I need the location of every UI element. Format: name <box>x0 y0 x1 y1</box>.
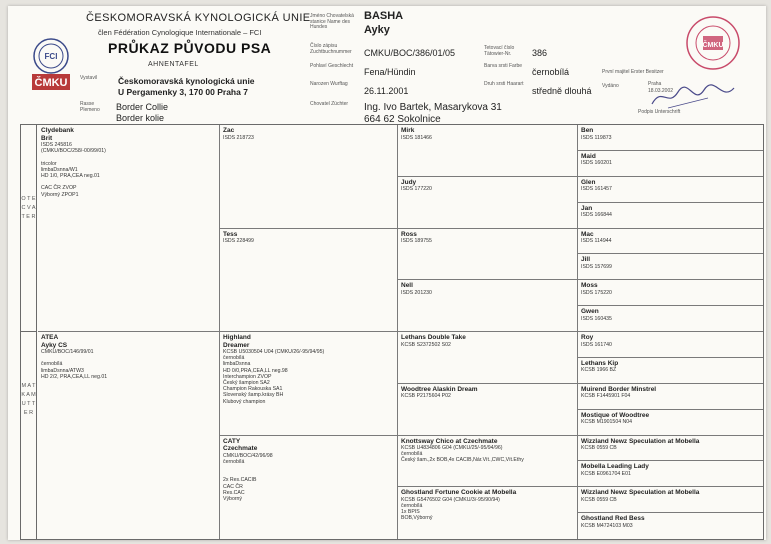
breed: Border Collie <box>116 102 169 112</box>
ancestor-details: ISDS 218723 <box>223 134 254 141</box>
issued-date: 18.03.2002 <box>648 88 674 94</box>
ancestor-details: ISDS 160201 <box>581 160 612 167</box>
ancestor-details: ISDS 181466 <box>401 134 432 141</box>
issued-label: Vydáno <box>602 83 619 89</box>
kennel-name: BASHA <box>364 10 404 22</box>
ancestor-details: KCSB 0559 CB <box>581 445 617 451</box>
ancestor-cell <box>578 513 763 539</box>
ancestor-name: Judy <box>401 178 417 186</box>
ancestor-details: CMKU/BOC/146/99/01 černobílá limbaDsnna/ATW3 HD 2/2, PRA,CEA,LL neg.01 <box>41 349 108 380</box>
ancestor-details: KCSB S2372502 S02 <box>401 341 451 348</box>
name-label: Jméno Chovatelská stanice Name des Hundes <box>310 13 354 30</box>
ancestor-name: Clydebank <box>41 127 74 134</box>
ancestor-cell <box>398 177 578 229</box>
ancestor-name: Glen <box>581 178 596 186</box>
ancestor-cell <box>578 410 763 436</box>
ancestor-name: Ghostland Red Bess <box>581 515 645 523</box>
ancestor-name: Mobella Leading Lady <box>581 463 649 471</box>
ancestor-details: KCSB F1445901 F04 <box>581 393 631 400</box>
ancestor-name: Muirend Border Minstrel <box>581 385 657 393</box>
ancestor-cell <box>578 203 763 229</box>
reg-label: Číslo zápisu Zuchtbuchnummer <box>310 43 352 55</box>
dob: 26.11.2001 <box>364 86 409 96</box>
ancestor-cell <box>398 332 578 384</box>
ancestor-name: Jan <box>581 204 593 212</box>
ancestor-name: Highland <box>223 334 251 341</box>
ancestor-cell <box>578 436 763 462</box>
color-label: Barva srsti Farbe <box>484 63 523 69</box>
ancestor-details: ISDS 161740 <box>581 341 612 348</box>
ancestor-name-line2: Dreamer <box>223 341 250 349</box>
ancestor-name: Maid <box>581 152 596 160</box>
ancestor-details: ISDS 245816 (CMKU/BOC/258/-00/99/01) tricolor limbaDsnna/W1 HD 1/0, PRA,CEA neg.01 CAC ČR ZVOP Výborný ZPOP1 <box>41 142 106 198</box>
issuer: Českomoravská kynologická unie <box>118 76 255 86</box>
ancestor-name: Mostique of Woodtree <box>581 411 650 419</box>
ancestor-name: Lethans Double Take <box>401 334 466 341</box>
sex-label: Pohlaví Geschlecht <box>310 63 354 69</box>
ancestor-cell <box>578 151 763 177</box>
ancestor-details: KCSB M1901504 N04 <box>581 419 633 426</box>
ancestor-details: CMKU/BOC/42/96/98 černobílá 2x Res.CACIB CAC ČR Res.CAC Výborný <box>223 452 273 502</box>
ancestor-cell <box>398 436 578 488</box>
ancestor-cell <box>398 125 578 177</box>
ancestor-name: Woodtree Alaskin Dream <box>401 385 478 393</box>
ancestor-details: ISDS 114944 <box>581 238 612 244</box>
ancestor-cell <box>578 461 763 487</box>
ancestor-details: KCSB G5476502 G04 (CMKU/3/-95/90/94) černobílá 1x BPIS BOB,Výborný <box>401 496 500 522</box>
ancestor-cell <box>38 125 220 332</box>
issuer-address: U Pergamenky 3, 170 00 Praha 7 <box>118 87 248 97</box>
ancestor-details: KCSB P2175604 P02 <box>401 393 451 400</box>
color: černobílá <box>532 67 570 77</box>
ancestor-name: Roy <box>581 334 594 341</box>
ancestor-details: KCSB U5030504 U04 (CMKU/26/-95/94/95) černobílá limbaDsnna HD 0/0,PRA,CEA,LL neg.98 Interchampion ZVOP Český šampion SA2 Champion Rakouska SA1 Slovenský šamp.krásy BH Klubový champion <box>223 349 325 405</box>
ancestor-details: ISDS 160435 <box>581 315 612 322</box>
ancestor-cell <box>220 229 398 333</box>
coat: středně dlouhá <box>532 86 592 96</box>
org-name: ČESKOMORAVSKÁ KYNOLOGICKÁ UNIE <box>86 12 311 24</box>
ancestor-details: KCSB E0961704 E01 <box>581 470 631 477</box>
dog-name: Ayky <box>364 24 390 36</box>
ancestor-name: Gwen <box>581 308 599 316</box>
mother-side-label: M A T K A M U T T E R <box>21 332 37 539</box>
ancestor-details: ISDS 166844 <box>581 212 612 219</box>
coat-label: Druh srsti Haarart <box>484 81 524 87</box>
ancestor-cell <box>578 280 763 306</box>
ancestor-details: ISDS 175220 <box>581 289 612 296</box>
ancestor-details: ISDS 228499 <box>223 238 254 244</box>
breed-cz: Border kolie <box>116 113 165 123</box>
ancestor-cell <box>220 332 398 436</box>
ancestor-name: Ben <box>581 127 594 134</box>
ancestor-name: Nell <box>401 282 413 290</box>
ancestor-details: ISDS 201230 <box>401 289 432 296</box>
ancestor-cell <box>578 229 763 255</box>
ancestor-cell <box>220 436 398 540</box>
owner-label: První majitel Erster Besitzer <box>602 69 664 75</box>
ancestor-cell <box>398 384 578 436</box>
ancestor-cell <box>398 280 578 332</box>
ancestor-cell <box>578 125 763 151</box>
breeder-city: 664 62 Sokolnice <box>364 114 441 125</box>
ancestor-cell <box>398 487 578 539</box>
ancestor-name: Ross <box>401 230 417 238</box>
ancestor-name: Knottsway Chico at Czechmate <box>401 437 498 445</box>
ancestor-name: Mirk <box>401 127 415 134</box>
ancestor-details: ISDS 189755 <box>401 238 432 244</box>
breeder-label: Chovatel Züchter <box>310 101 349 107</box>
ancestor-cell <box>578 306 763 332</box>
ancestor-details: KCSB 1966 BZ <box>581 367 617 374</box>
ancestor-name: CATY <box>223 437 241 445</box>
ancestor-cell <box>578 487 763 513</box>
breeder: Ing. Ivo Bartek, Masarykova 31 <box>364 102 502 113</box>
ancestor-cell <box>578 358 763 384</box>
ancestor-name-line2: Czechmate <box>223 445 258 452</box>
ancestor-name: Ghostland Fortune Cookie at Mobella <box>401 489 517 497</box>
ancestor-details: KCSB 0559 CB <box>581 496 617 503</box>
ancestor-name: Jill <box>581 256 591 264</box>
ancestor-name: Zac <box>223 127 235 134</box>
svg-text:ČMKU: ČMKU <box>34 77 68 89</box>
signature-icon <box>648 80 738 112</box>
ancestor-cell <box>578 384 763 410</box>
ancestor-name: ATEA <box>41 334 59 341</box>
document-subtitle: AHNENTAFEL <box>148 61 199 68</box>
fci-logo-icon <box>28 36 74 94</box>
ancestor-details: ISDS 177220 <box>401 186 432 193</box>
ancestor-cell <box>38 332 220 539</box>
reg-number: CMKU/BOC/386/01/05 <box>364 48 456 58</box>
ancestor-cell <box>578 332 763 358</box>
breed-label: Rasse Plemeno <box>80 101 100 113</box>
ancestor-name: Wizzland Newz Speculation at Mobella <box>581 437 700 445</box>
ancestor-cell <box>220 125 398 229</box>
pedigree-grid <box>20 124 764 540</box>
ancestor-details: KCSB M4724103 M03 <box>581 522 633 529</box>
ancestor-details: ISDS 157699 <box>581 263 612 270</box>
document-title: PRŮKAZ PŮVODU PSA <box>108 40 272 56</box>
svg-text:FCI: FCI <box>44 52 58 61</box>
ancestor-cell <box>398 229 578 281</box>
ancestor-details: KCSB U4834806 G04 (CMKU/25/-95/94/96) černobílá Český šam.,2x BOB,4x CACIB,Nár.Vít.,CWC,Vít.Ethy <box>401 445 524 464</box>
ancestor-cell <box>578 177 763 203</box>
ancestor-name: Lethans Kip <box>581 359 619 367</box>
issuer-label: Vystavil <box>80 75 98 81</box>
father-side-label: O T E C V A T E R <box>21 125 37 332</box>
ancestor-name: Mac <box>581 230 594 238</box>
dob-label: Narozen Wurftag <box>310 81 348 87</box>
stamp-icon <box>684 14 742 72</box>
ancestor-name: Moss <box>581 282 598 290</box>
pedigree-sheet <box>8 6 766 540</box>
svg-text:ČMKU: ČMKU <box>702 42 724 49</box>
tattoo: 386 <box>532 48 548 58</box>
ancestor-cell <box>578 254 763 280</box>
tattoo-label: Tetovací číslo Tätowier-Nr. <box>484 45 515 57</box>
issued-city: Praha <box>648 81 662 87</box>
sex: Fena/Hündin <box>364 67 416 77</box>
ancestor-details: ISDS 161457 <box>581 186 612 193</box>
ancestor-name-line2: Ayky CS <box>41 341 68 349</box>
ancestor-details: ISDS 119873 <box>581 134 612 141</box>
signature-label: Podpis Unterschrift <box>638 109 681 115</box>
fci-member: člen Fédération Cynologique Internationale – FCI <box>98 28 262 37</box>
ancestor-name-line2: Brit <box>41 134 53 142</box>
ancestor-name: Wizzland Newz Speculation at Mobella <box>581 489 700 497</box>
ancestor-name: Tess <box>223 230 238 238</box>
